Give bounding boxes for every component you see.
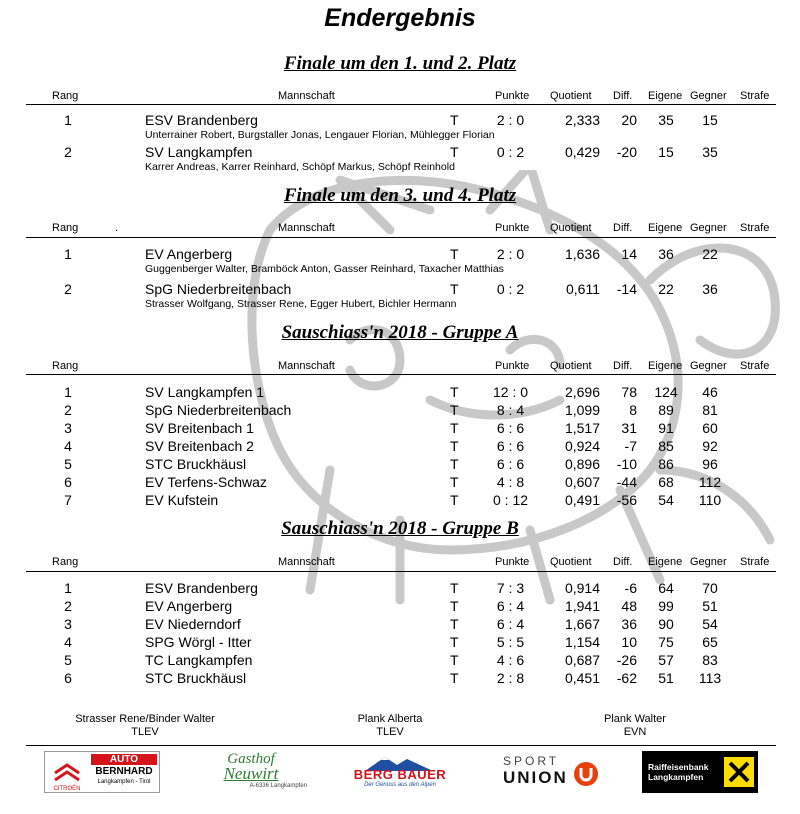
signature-org: TLEV	[376, 726, 404, 738]
points-cell: 0 : 12	[492, 492, 529, 508]
quotient-cell: 0,896	[564, 456, 600, 472]
type-cell: T	[450, 616, 459, 632]
eigene-cell: 15	[658, 144, 674, 160]
raiffeisenbank-logo	[642, 751, 758, 793]
signature-block	[320, 713, 460, 739]
gasthof-neuwirt-logo	[195, 751, 307, 793]
rank-cell: 1	[64, 112, 72, 128]
team-name-cell: SV Breitenbach 2	[145, 438, 254, 454]
header-diff: Diff.	[613, 222, 633, 234]
table-row	[0, 456, 800, 474]
eigene-cell: 124	[654, 384, 678, 400]
header-stray-mark: .	[115, 222, 119, 234]
rank-cell: 4	[64, 438, 72, 454]
table-row	[0, 598, 800, 616]
gegner-cell: 51	[702, 598, 718, 614]
quotient-cell: 1,154	[564, 634, 600, 650]
gegner-cell: 81	[702, 402, 718, 418]
quotient-cell: 1,667	[564, 616, 600, 632]
bergbauer-logo	[345, 751, 455, 793]
table-row	[0, 670, 800, 688]
header-divider	[26, 374, 776, 375]
team-name-cell: EV Kufstein	[145, 492, 219, 508]
sportunion-line2: UNION	[503, 768, 568, 787]
section-title: Sauschiass'n 2018 - Gruppe B	[281, 518, 519, 539]
team-name-cell: SpG Niederbreitenbach	[145, 281, 292, 297]
header-eigene: Eigene	[648, 556, 683, 568]
type-cell: T	[450, 420, 459, 436]
team-name-cell: SPG Wörgl - Itter	[145, 634, 252, 650]
type-cell: T	[450, 652, 459, 668]
header-diff: Diff.	[613, 556, 633, 568]
gegner-cell: 15	[702, 112, 718, 128]
team-name-cell: SpG Niederbreitenbach	[145, 402, 292, 418]
eigene-cell: 36	[658, 246, 674, 262]
diff-cell: -20	[616, 144, 637, 160]
autohaus-line1: AUTO	[91, 754, 157, 765]
gegner-cell: 96	[702, 456, 718, 472]
team-name-cell: SV Langkampfen	[145, 144, 253, 160]
type-cell: T	[450, 402, 459, 418]
header-rang: Rang	[52, 360, 79, 372]
header-punkte: Punkte	[495, 222, 530, 234]
gasthof-line3: A-6336 Langkampfen	[249, 783, 307, 789]
diff-cell: 31	[621, 420, 637, 436]
points-cell: 0 : 2	[496, 281, 525, 297]
rank-cell: 2	[64, 402, 72, 418]
points-cell: 4 : 8	[496, 474, 525, 490]
autohaus-line2: BERNHARD	[95, 766, 153, 777]
points-cell: 7 : 3	[496, 580, 525, 596]
rank-cell: 2	[64, 281, 72, 297]
header-quotient: Quotient	[550, 90, 592, 102]
citroen-icon	[47, 753, 87, 793]
points-cell: 12 : 0	[492, 384, 529, 400]
type-cell: T	[450, 474, 459, 490]
table-row	[0, 246, 800, 264]
points-cell: 6 : 6	[496, 456, 525, 472]
type-cell: T	[450, 634, 459, 650]
table-row	[0, 634, 800, 652]
team-name-cell: STC Bruckhäusl	[145, 456, 247, 472]
diff-cell: -44	[616, 474, 637, 490]
table-header	[0, 360, 800, 374]
team-name-cell: ESV Brandenberg	[145, 580, 258, 596]
diff-cell: 78	[621, 384, 637, 400]
eigene-cell: 99	[658, 598, 674, 614]
signature-name: Strasser Rene/Binder Walter	[75, 713, 215, 725]
header-eigene: Eigene	[648, 90, 683, 102]
team-members: Strasser Wolfgang, Strasser Rene, Egger Hubert, Bichler Hermann	[145, 298, 457, 310]
header-divider	[26, 104, 776, 105]
header-gegner: Gegner	[690, 90, 727, 102]
signature-block	[50, 713, 240, 739]
header-mannschaft: Mannschaft	[278, 556, 335, 568]
quotient-cell: 1,941	[564, 598, 600, 614]
header-gegner: Gegner	[690, 556, 727, 568]
table-row	[0, 616, 800, 634]
team-name-cell: SV Langkampfen 1	[145, 384, 265, 400]
header-gegner: Gegner	[690, 360, 727, 372]
union-u-icon	[573, 761, 599, 787]
table-row	[0, 492, 800, 510]
header-rang: Rang	[52, 222, 79, 234]
table-row	[0, 402, 800, 420]
gegner-cell: 112	[698, 474, 722, 490]
sportunion-logo	[497, 751, 607, 793]
diff-cell: 48	[621, 598, 637, 614]
header-quotient: Quotient	[550, 556, 592, 568]
header-strafe: Strafe	[740, 222, 770, 234]
rank-cell: 1	[64, 246, 72, 262]
team-members: Karrer Andreas, Karrer Reinhard, Schöpf Markus, Schöpf Reinhold	[145, 161, 455, 173]
diff-cell: 14	[621, 246, 637, 262]
signature-org: TLEV	[131, 726, 159, 738]
header-punkte: Punkte	[495, 556, 530, 568]
team-name-cell: EV Terfens-Schwaz	[145, 474, 267, 490]
autohaus-line3: Langkampfen - Tirol	[97, 779, 151, 785]
points-cell: 6 : 6	[496, 438, 525, 454]
diff-cell: 20	[621, 112, 637, 128]
eigene-cell: 35	[658, 112, 674, 128]
rank-cell: 5	[64, 652, 72, 668]
table-header	[0, 222, 800, 236]
header-diff: Diff.	[613, 90, 633, 102]
quotient-cell: 0,607	[564, 474, 600, 490]
points-cell: 4 : 6	[496, 652, 525, 668]
team-name-cell: STC Bruckhäusl	[145, 670, 247, 686]
quotient-cell: 0,611	[566, 281, 600, 297]
section-title: Finale um den 3. und 4. Platz	[283, 185, 517, 206]
team-name-cell: ESV Brandenberg	[145, 112, 258, 128]
points-cell: 6 : 4	[496, 598, 525, 614]
type-cell: T	[450, 580, 459, 596]
points-cell: 6 : 6	[496, 420, 525, 436]
rank-cell: 6	[64, 474, 72, 490]
quotient-cell: 2,696	[564, 384, 600, 400]
gegner-cell: 65	[702, 634, 718, 650]
header-divider	[26, 237, 776, 238]
header-punkte: Punkte	[495, 90, 530, 102]
quotient-cell: 1,099	[564, 402, 600, 418]
eigene-cell: 86	[658, 456, 674, 472]
header-punkte: Punkte	[495, 360, 530, 372]
table-row	[0, 281, 800, 299]
eigene-cell: 91	[658, 420, 674, 436]
rank-cell: 4	[64, 634, 72, 650]
type-cell: T	[450, 281, 459, 297]
eigene-cell: 75	[658, 634, 674, 650]
gegner-cell: 35	[702, 144, 718, 160]
raiffeisen-line2: Langkampfen	[648, 772, 704, 782]
diff-cell: -62	[616, 670, 637, 686]
header-strafe: Strafe	[740, 360, 770, 372]
header-mannschaft: Mannschaft	[278, 90, 335, 102]
points-cell: 0 : 2	[496, 144, 525, 160]
team-members: Unterrainer Robert, Burgstaller Jonas, Lengauer Florian, Mühlegger Florian	[145, 129, 495, 141]
diff-cell: 8	[629, 402, 637, 418]
header-strafe: Strafe	[740, 556, 770, 568]
bergbauer-line2: Der Genuss aus den Alpen	[364, 782, 436, 788]
team-name-cell: EV Niederndorf	[145, 616, 241, 632]
header-mannschaft: Mannschaft	[278, 222, 335, 234]
type-cell: T	[450, 246, 459, 262]
header-eigene: Eigene	[648, 360, 683, 372]
rank-cell: 3	[64, 616, 72, 632]
table-header	[0, 90, 800, 104]
gegner-cell: 70	[702, 580, 718, 596]
type-cell: T	[450, 456, 459, 472]
diff-cell: -10	[616, 456, 637, 472]
rank-cell: 2	[64, 598, 72, 614]
quotient-cell: 0,687	[564, 652, 600, 668]
table-row	[0, 384, 800, 402]
header-quotient: Quotient	[550, 222, 592, 234]
eigene-cell: 51	[658, 670, 674, 686]
footer-divider	[26, 745, 776, 746]
quotient-cell: 1,636	[564, 246, 600, 262]
gegner-cell: 110	[698, 492, 722, 508]
points-cell: 8 : 4	[496, 402, 525, 418]
diff-cell: -6	[624, 580, 637, 596]
eigene-cell: 89	[658, 402, 674, 418]
gasthof-line1: Gasthof	[227, 751, 275, 767]
team-name-cell: TC Langkampfen	[145, 652, 253, 668]
header-strafe: Strafe	[740, 90, 770, 102]
sportunion-line1: SPORT	[503, 754, 560, 768]
gegner-cell: 36	[702, 281, 718, 297]
points-cell: 6 : 4	[496, 616, 525, 632]
rank-cell: 2	[64, 144, 72, 160]
section-title: Finale um den 1. und 2. Platz	[283, 53, 517, 74]
rank-cell: 1	[64, 580, 72, 596]
rank-cell: 3	[64, 420, 72, 436]
team-members: Guggenberger Walter, Bramböck Anton, Gasser Reinhard, Taxacher Matthias	[145, 263, 504, 275]
table-header	[0, 556, 800, 570]
quotient-cell: 0,924	[564, 438, 600, 454]
gegner-cell: 54	[702, 616, 718, 632]
eigene-cell: 90	[658, 616, 674, 632]
header-mannschaft: Mannschaft	[278, 360, 335, 372]
gegner-cell: 22	[702, 246, 718, 262]
quotient-cell: 2,333	[564, 112, 600, 128]
header-eigene: Eigene	[648, 222, 683, 234]
diff-cell: -7	[624, 438, 637, 454]
type-cell: T	[450, 492, 459, 508]
type-cell: T	[450, 384, 459, 400]
gegner-cell: 46	[702, 384, 718, 400]
header-divider	[26, 571, 776, 572]
points-cell: 2 : 8	[496, 670, 525, 686]
diff-cell: -14	[616, 281, 637, 297]
gegner-cell: 60	[702, 420, 718, 436]
eigene-cell: 22	[658, 281, 674, 297]
rank-cell: 6	[64, 670, 72, 686]
team-name-cell: EV Angerberg	[145, 246, 233, 262]
team-name-cell: EV Angerberg	[145, 598, 233, 614]
eigene-cell: 85	[658, 438, 674, 454]
rank-cell: 1	[64, 384, 72, 400]
bergbauer-line1: BERG BAUER	[353, 767, 447, 782]
gegner-cell: 113	[698, 670, 722, 686]
section-title: Sauschiass'n 2018 - Gruppe A	[281, 322, 519, 343]
quotient-cell: 0,451	[564, 670, 600, 686]
quotient-cell: 1,517	[564, 420, 600, 436]
points-cell: 5 : 5	[496, 634, 525, 650]
eigene-cell: 64	[658, 580, 674, 596]
type-cell: T	[450, 144, 459, 160]
signature-name: Plank Walter	[604, 713, 666, 725]
header-quotient: Quotient	[550, 360, 592, 372]
header-gegner: Gegner	[690, 222, 727, 234]
quotient-cell: 0,429	[564, 144, 600, 160]
raiffeisen-line1: Raiffeisenbank	[648, 762, 709, 772]
type-cell: T	[450, 112, 459, 128]
page-title: Endergebnis	[324, 4, 476, 32]
signature-name: Plank Alberta	[357, 713, 423, 725]
team-name-cell: SV Breitenbach 1	[145, 420, 254, 436]
type-cell: T	[450, 670, 459, 686]
table-row	[0, 580, 800, 598]
type-cell: T	[450, 438, 459, 454]
rank-cell: 5	[64, 456, 72, 472]
diff-cell: 10	[621, 634, 637, 650]
gasthof-line2: Neuwirt	[223, 764, 279, 783]
table-row	[0, 652, 800, 670]
table-row	[0, 420, 800, 438]
signature-org: EVN	[623, 726, 647, 738]
type-cell: T	[450, 598, 459, 614]
points-cell: 2 : 0	[496, 112, 525, 128]
citroen-label: CITROËN	[53, 786, 81, 792]
diff-cell: -56	[616, 492, 637, 508]
raiffeisen-gable-cross-icon	[724, 757, 754, 787]
gegner-cell: 92	[702, 438, 718, 454]
eigene-cell: 54	[658, 492, 674, 508]
quotient-cell: 0,914	[564, 580, 600, 596]
rank-cell: 7	[64, 492, 72, 508]
quotient-cell: 0,491	[564, 492, 600, 508]
autohaus-bernhard-logo	[44, 751, 160, 793]
header-rang: Rang	[52, 90, 79, 102]
signature-block	[570, 713, 700, 739]
header-rang: Rang	[52, 556, 79, 568]
diff-cell: -26	[616, 652, 637, 668]
points-cell: 2 : 0	[496, 246, 525, 262]
table-row	[0, 438, 800, 456]
eigene-cell: 57	[658, 652, 674, 668]
table-row	[0, 474, 800, 492]
gegner-cell: 83	[702, 652, 718, 668]
header-diff: Diff.	[613, 360, 633, 372]
diff-cell: 36	[621, 616, 637, 632]
table-row	[0, 112, 800, 130]
eigene-cell: 68	[658, 474, 674, 490]
table-row	[0, 144, 800, 162]
